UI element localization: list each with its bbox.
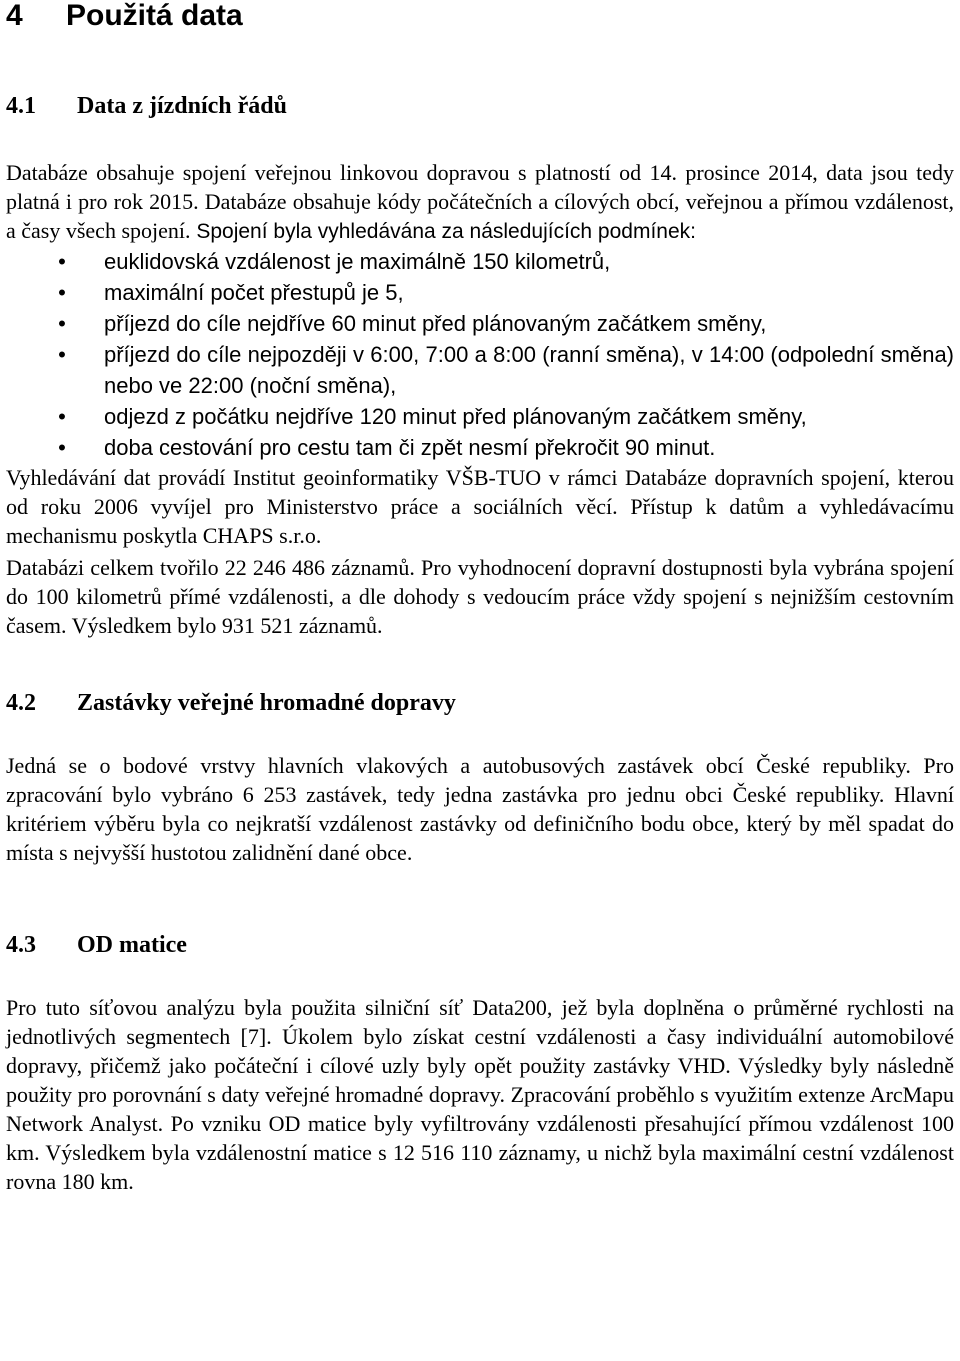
list-item <box>6 246 954 277</box>
intro-text-serif: Databáze obsahuje spojení veřejnou linkovou dopravou s platností od 14. prosince 2014, data jsou tedy platná i pro rok 2015. Databáze obsahuje kódy počátečních a cílových obcí, veřejnou a přímou vzdálenost, a časy všech spojení. <box>6 160 954 243</box>
section-heading-4-1 <box>6 91 954 121</box>
intro-text-sans: Spojení byla vyhledávána za následujících podmínek: <box>190 220 696 243</box>
chapter-number: 4 <box>6 0 23 32</box>
bullet-icon: • <box>58 435 66 460</box>
section-number: 4.1 <box>6 93 36 119</box>
list-item-text: euklidovská vzdálenost je maximálně 150 kilometrů, <box>104 249 611 274</box>
list-item <box>6 277 954 308</box>
records-paragraph: Databázi celkem tvořilo 22 246 486 záznamů. Pro vyhodnocení dopravní dostupnosti byla vybrána spojení do 100 kilometrů přímé vzdálenosti, a dle dohody s vedoucím práce vždy spojení s nejnižším cestovním časem. Výsledkem bylo 931 521 záznamů. <box>6 555 954 638</box>
section-number: 4.3 <box>6 932 36 958</box>
bullet-icon: • <box>58 342 66 367</box>
section-number: 4.2 <box>6 690 36 716</box>
stops-paragraph: Jedná se o bodové vrstvy hlavních vlakových a autobusových zastávek obcí České republiky. Pro zpracování bylo vybráno 6 253 zastávek, tedy jedna zastávka pro jednu obci České republiky. Hlavní kritériem výběru byla co nejkratší vzdálenost zastávky od definičního bodu obce, který by měl spadat do místa s nejvyšší hustotou zalidnění dané obce. <box>6 753 954 865</box>
list-item-text: maximální počet přestupů je 5, <box>104 280 404 305</box>
section-heading-4-3 <box>6 930 954 960</box>
list-item-text: odjezd z počátku nejdříve 120 minut před plánovaným začátkem směny, <box>104 404 807 429</box>
intro-paragraph <box>6 158 954 246</box>
bullet-icon: • <box>58 311 66 336</box>
bullet-icon: • <box>58 280 66 305</box>
bullet-icon: • <box>58 249 66 274</box>
list-item <box>6 432 954 463</box>
section-heading-4-2 <box>6 688 954 718</box>
list-item-text: příjezd do cíle nejpozději v 6:00, 7:00 a 8:00 (ranní směna), v 14:00 (odpolední směna) nebo ve 22:00 (noční směna), <box>104 342 954 398</box>
chapter-title: Použitá data <box>66 0 243 32</box>
document-page <box>6 0 954 1196</box>
list-item-text: doba cestování pro cestu tam či zpět nesmí překročit 90 minut. <box>104 435 716 460</box>
od-matrix-paragraph: Pro tuto síťovou analýzu byla použita silniční síť Data200, jež byla doplněna o průměrné rychlosti na jednotlivých segmentech [7]. Úkolem bylo získat cestní vzdálenosti a časy individuální automobilové dopravy, přičemž jako počáteční i cílové uzly byly opět použity zastávky VHD. Výsledky byly následně použity pro porovnání s daty veřejné hromadné dopravy. Zpracování proběhlo s využitím extenze ArcMapu Network Analyst. Po vzniku OD matice byly vyfiltrovány vzdálenosti přesahující přímou vzdálenost 100 km. Výsledkem byla vzdálenostní matice s 12 516 110 záznamy, u nichž byla maximální cestní vzdálenost rovna 180 km. <box>6 995 954 1194</box>
list-item-text: příjezd do cíle nejdříve 60 minut před plánovaným začátkem směny, <box>104 311 767 336</box>
section-title: OD matice <box>77 932 187 958</box>
chapter-heading <box>6 0 954 32</box>
conditions-list <box>6 246 954 463</box>
institute-paragraph: Vyhledávání dat provádí Institut geoinformatiky VŠB-TUO v rámci Databáze dopravních spojení, kterou od roku 2006 vyvíjel pro Ministerstvo práce a sociálních věcí. Přístup k datům a vyhledávacímu mechanismu poskytla CHAPS s.r.o. <box>6 465 954 548</box>
section-title: Zastávky veřejné hromadné dopravy <box>77 690 456 716</box>
section-title: Data z jízdních řádů <box>77 93 287 119</box>
list-item <box>6 339 954 401</box>
list-item <box>6 308 954 339</box>
list-item <box>6 401 954 432</box>
bullet-icon: • <box>58 404 66 429</box>
